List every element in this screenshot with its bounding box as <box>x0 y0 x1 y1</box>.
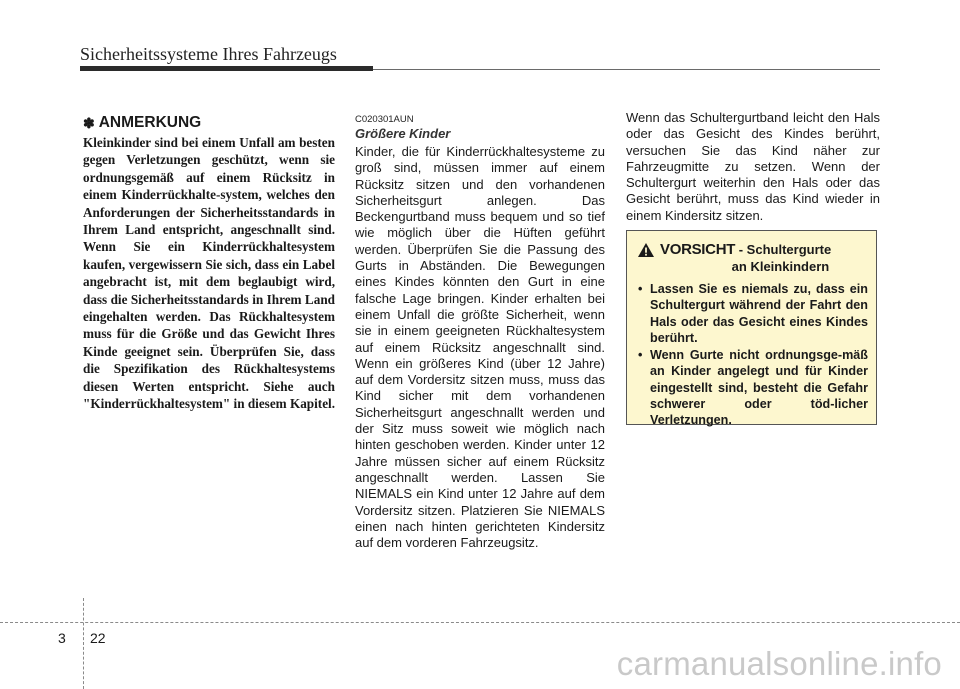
caution-subtitle-2: an Kleinkindern <box>731 259 830 274</box>
note-star-icon: ✽ <box>83 114 95 131</box>
continuation-column <box>626 110 880 224</box>
caution-subtitle-1: - Schultergurte <box>738 242 832 257</box>
caution-word: VORSICHT <box>660 241 736 258</box>
note-column <box>83 114 335 413</box>
caution-item: • Wenn Gurte nicht ordnungsge-mäß an Kinder angelegt und für Kinder eingestellt sind, besteht die Gefahr schwerer oder töd-licher Verletzungen. <box>637 347 868 428</box>
caution-box <box>626 230 877 428</box>
page-number: 22 <box>90 630 106 646</box>
section-body: Kinder, die für Kinderrückhaltesysteme zu groß sind, müssen immer auf einem Rücksitz sitzen und den vorhandenen Sicherheitsgurt anlegen. Das Beckengurtband muss bequem und so tief wie möglich über die Hüften geführt werden. Überprüfen Sie die Passung des Gurts in Abständen. Die Bewegungen eines Kindes könnten den Gurt in eine falsche Lage bringen. Kinder erhalten bei einem Unfall die größte Sicherheit, wenn sie in einem geeigneten Rückhaltesystem auf einem Rücksitz angeschnallt sind. Wenn ein größeres Kind (über 12 Jahre) auf dem Vordersitz sitzen muss, muss das Kind sicher mit dem vorhandenen Sicherheitsgurt angeschnallt werden und der Sitz muss soweit wie möglich nach hinten geschoben werden. Kinder unter 12 Jahre müssen sicher auf einem Rücksitz angeschnallt werden. Lassen Sie NIEMALS ein Kind unter 12 Jahre auf dem Vordersitz sitzen. Platzieren Sie NIEMALS einen nach hinten gerichteten Kindersitz auf dem vorderen Fahrzeugsitz. <box>355 144 605 551</box>
footer-rule <box>0 622 960 623</box>
caution-list <box>637 281 868 429</box>
footer-divider <box>83 598 84 689</box>
section-continuation: Wenn das Schultergurtband leicht den Hals oder das Gesicht des Kindes berührt, versuchen Sie das Kind näher zur Fahrzeugmitte zu setzen. Wenn der Schultergurt weiterhin den Hals oder das Gesicht berührt, muss das Kind wieder in einem Kindersitz sitzen. <box>626 110 880 223</box>
warning-triangle-icon <box>637 242 655 258</box>
header-rule-thin <box>373 69 880 70</box>
caution-item: • Lassen Sie es niemals zu, dass ein Schultergurt während der Fahrt den Hals oder das Gesicht eines Kindes berührt. <box>637 281 868 346</box>
section-column <box>355 114 605 551</box>
section-heading: Größere Kinder <box>355 126 451 141</box>
caution-title <box>660 241 831 275</box>
note-heading-label: ANMERKUNG <box>98 114 202 131</box>
header-rule-thick <box>80 66 373 71</box>
page-header-title: Sicherheitssysteme Ihres Fahrzeugs <box>80 44 337 64</box>
watermark: carmanualsonline.info <box>616 645 942 682</box>
note-body: Kleinkinder sind bei einem Unfall am besten gegen Verletzungen geschützt, wenn sie ordnungsgemäß auf einem Rücksitz in einem Kinderrückhalte-system, welches den Anforderungen der Sicherheitsstandards in Ihrem Land entspricht, angeschnallt sind. Wenn Sie ein Kinderrückhaltesystem kaufen, vergewissern Sie sich, dass ein Label angebracht ist, mit dem beglaubigt wird, dass die Sicherheitsstandards in Ihrem Land eingehalten werden. Das Rückhaltesystem muss für die Größe und das Gewicht Ihres Kinde geeignet sein. Überprüfen Sie, dass die Spezifikation des Rückhaltesystems diesen Werten entspricht. Siehe auch "Kinderrückhaltesystem" in diesem Kapitel. <box>83 135 336 412</box>
chapter-number: 3 <box>58 630 66 646</box>
section-code: C020301AUN <box>355 114 414 125</box>
note-heading <box>83 114 335 132</box>
caution-header <box>637 241 868 275</box>
